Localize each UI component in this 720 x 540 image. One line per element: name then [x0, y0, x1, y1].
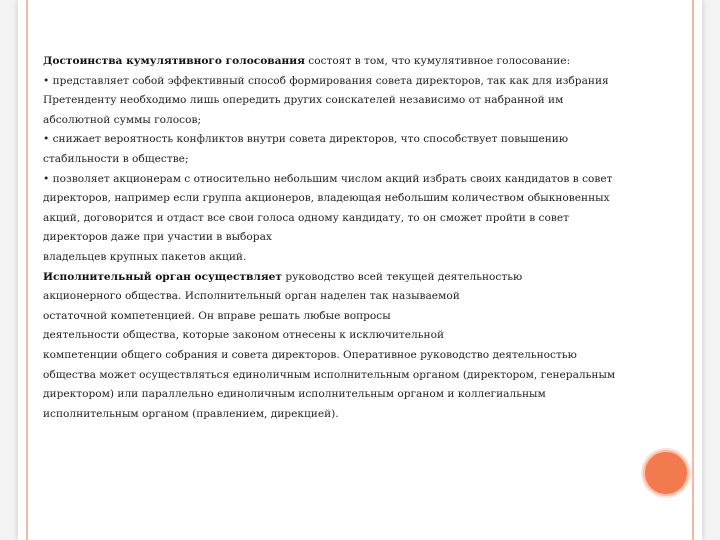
text-line	[43, 268, 655, 288]
decorative-orange-circle	[643, 450, 689, 496]
text-line	[43, 209, 655, 229]
slide-text-body	[43, 52, 655, 424]
slide	[18, 0, 702, 540]
line-text: деятельности общества, которые законом отнесены к исключительной	[43, 329, 445, 342]
text-line	[43, 111, 655, 131]
text-line	[43, 52, 655, 72]
bold-term: Достоинства кумулятивного голосования	[43, 55, 305, 67]
line-text: Претенденту необходимо лишь опередить других соискателей независимо от набранной им	[43, 94, 564, 107]
text-line	[43, 91, 655, 111]
text-line	[43, 307, 655, 327]
line-text: директором) или параллельно единоличным исполнительным органом и коллегиальным	[43, 388, 546, 401]
line-text: владельцев крупных пакетов акций.	[43, 250, 247, 263]
slide-left-border	[26, 0, 28, 540]
text-line	[43, 248, 655, 268]
line-text: акций, договорится и отдаст все свои голоса одному кандидату, то он сможет пройти в совет	[43, 211, 569, 224]
line-text: директоров даже при участии в выборах	[43, 231, 272, 244]
text-line	[43, 228, 655, 248]
text-line	[43, 130, 655, 150]
text-line	[43, 150, 655, 170]
bold-term: Исполнительный орган осуществляет	[43, 270, 282, 283]
line-text: исполнительным органом (правлением, дирекцией).	[43, 407, 339, 420]
line-text: компетенции общего собрания и совета директоров. Оперативное руководство деятельностью	[43, 348, 577, 361]
line-text: • представляет собой эффективный способ формирования совета директоров, так как для избрания	[43, 74, 609, 87]
line-text: абсолютной суммы голосов;	[43, 113, 202, 126]
line-text: директоров, например если группа акционеров, владеющая небольшим количеством обыкновенных	[43, 192, 610, 205]
text-line	[43, 326, 655, 346]
line-text: акционерного общества. Исполнительный орган наделен так называемой	[43, 290, 460, 303]
text-line	[43, 346, 655, 366]
line-text: стабильности в обществе;	[43, 152, 189, 165]
line-text: • позволяет акционерам с относительно небольшим числом акций избрать своих кандидатов в совет	[43, 172, 613, 185]
text-line	[43, 72, 655, 92]
text-line	[43, 170, 655, 190]
text-line	[43, 287, 655, 307]
line-text: состоят в том, что кумулятивное голосование:	[304, 55, 571, 67]
line-text: руководство всей текущей деятельностью	[282, 270, 523, 283]
line-text: • снижает вероятность конфликтов внутри совета директоров, что способствует повышению	[43, 133, 569, 146]
text-line	[43, 405, 655, 425]
slide-right-border	[692, 0, 694, 540]
text-line	[43, 385, 655, 405]
text-line	[43, 366, 655, 386]
line-text: остаточной компетенцией. Он вправе решать любые вопросы	[43, 309, 391, 322]
text-line	[43, 189, 655, 209]
line-text: общества может осуществляться единоличным исполнительным органом (директором, генеральным	[43, 368, 616, 381]
